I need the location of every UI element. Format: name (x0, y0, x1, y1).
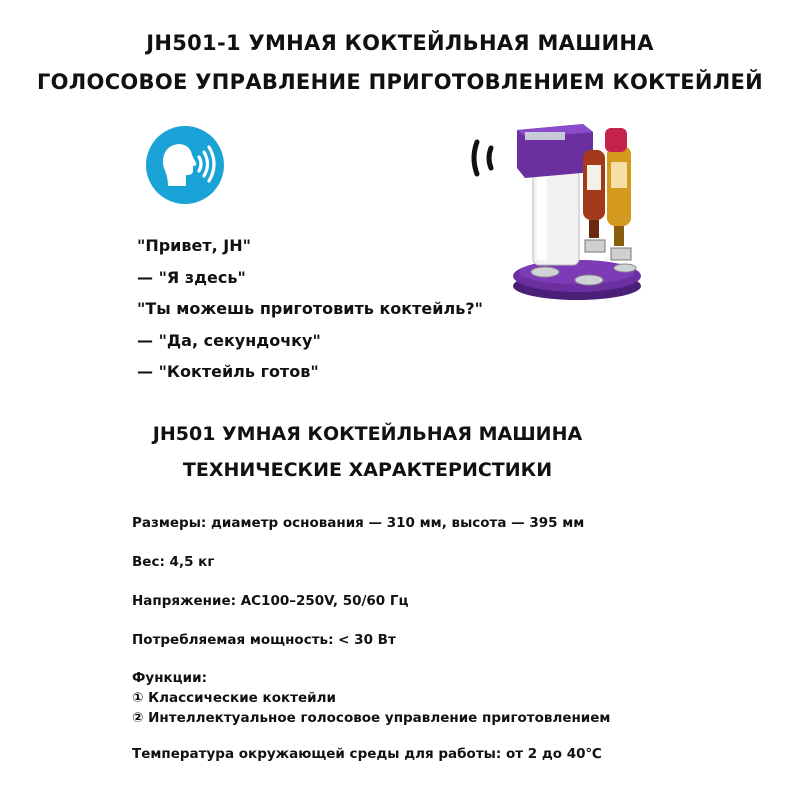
spec-functions-label: Функции: (132, 670, 208, 686)
spec-temperature: Температура окружающей среды для работы: от 2 до 40℃ (132, 746, 602, 762)
spec-function-item: ① Классические коктейли (132, 690, 336, 706)
spec-function-item: ② Интеллектуальное голосовое управление приготовлением (132, 710, 611, 726)
spec-functions (132, 668, 610, 728)
dialog-line: "Ты можешь приготовить коктейль?" (137, 299, 483, 318)
dialog-line: "Привет, JH" (137, 236, 251, 255)
specs-title-line-2: ТЕХНИЧЕСКИЕ ХАРАКТЕРИСТИКИ (182, 459, 553, 481)
dialog-line: — "Я здесь" (137, 267, 246, 287)
cocktail-machine-image (465, 110, 655, 310)
sound-waves-icon (474, 142, 491, 174)
dialog-line: — "Да, секундочку" (137, 330, 321, 350)
page-title-line-1: JH501-1 УМНАЯ КОКТЕЙЛЬНАЯ МАШИНА (146, 31, 654, 55)
spec-power: Потребляемая мощность: < 30 Вт (132, 632, 396, 648)
dialog-line: — "Коктейль готов" (137, 362, 319, 381)
spec-dimensions: Размеры: диаметр основания — 310 мм, высота — 395 мм (132, 515, 585, 531)
spec-voltage: Напряжение: AC100–250V, 50/60 Гц (132, 593, 409, 609)
voice-dialog (137, 230, 483, 388)
specs-title-line-1: JH501 УМНАЯ КОКТЕЙЛЬНАЯ МАШИНА (152, 423, 583, 445)
spec-weight: Вес: 4,5 кг (132, 554, 215, 570)
page-title-line-2: ГОЛОСОВОЕ УПРАВЛЕНИЕ ПРИГОТОВЛЕНИЕМ КОКТЕЙЛЕЙ (36, 70, 764, 94)
voice-speaking-icon (146, 126, 224, 204)
